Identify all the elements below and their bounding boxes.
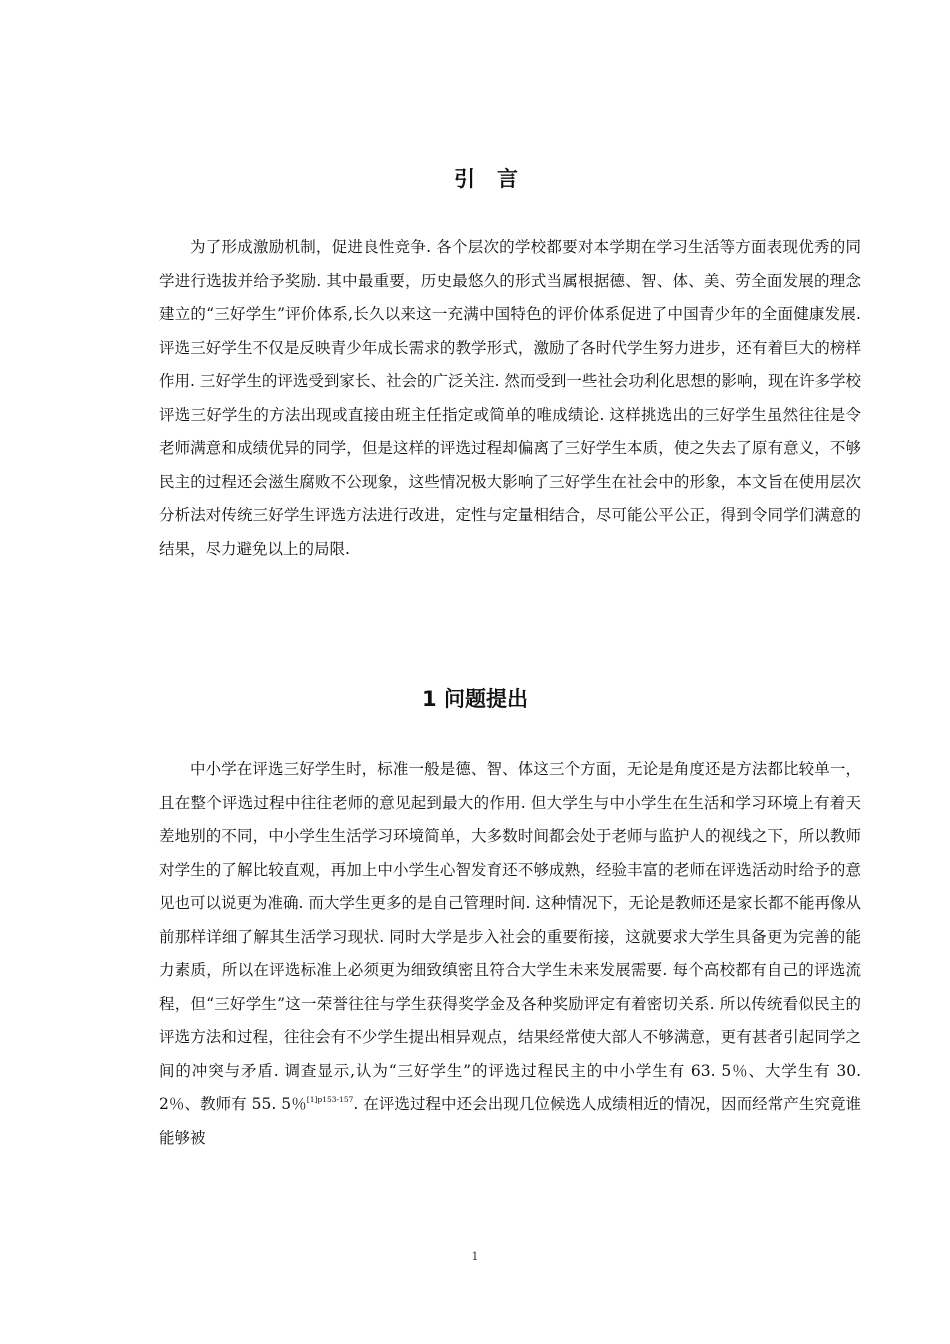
citation-reference: [1]p153-157: [306, 1095, 354, 1104]
intro-paragraph: 为了形成激励机制，促进良性竞争. 各个层次的学校都要对本学期在学习生活等方面表现优秀的同学进行选拔并给予奖励. 其中最重要，历史最悠久的形式当属根据德、智、体、美、劳全面发展的理念建立的“三好学生”评价体系,长久以来这一充满中国特色的评价体系促进了中国青少年的全面健康发展. 评选三好学生不仅是反映青少年成长需求的教学形式，激励了各时代学生努力进步，还有着巨大的榜样作用. 三好学生的评选受到家长、社会的广泛关注. 然而受到一些社会功利化思想的影响，现在许多学校评选三好学生的方法出现或直接由班主任指定或简单的唯成绩论. 这样挑选出的三好学生虽然往往是令老师满意和成绩优异的同学，但是这样的评选过程却偏离了三好学生本质，使之失去了原有意义，不够民主的过程还会滋生腐败不公现象，这些情况极大影响了三好学生在社会中的形象，本文旨在使用层次分析法对传统三好学生评选方法进行改进，定性与定量相结合，尽可能公平公正，得到令同学们满意的结果，尽力避免以上的局限.: [159, 238, 861, 558]
intro-heading: 引言: [454, 167, 540, 191]
section-1-text-before-citation: 中小学在评选三好学生时，标准一般是德、智、体这三个方面，无论是角度还是方法都比较单一，且在整个评选过程中往往老师的意见起到最大的作用. 但大学生与中小学生在生活和学习环境上有着天差地别的不同，中小学生生活学习环境简单，大多数时间都会处于老师与监护人的视线之下，所以教师对学生的了解比较直观，再加上中小学生心智发育还不够成熟，经验丰富的老师在评选活动时给予的意见也可以说更为准确. 而大学生更多的是自己管理时间. 这种情况下，无论是教师还是家长都不能再像从前那样详细了解其生活学习现状. 同时大学是步入社会的重要衔接，这就要求大学生具备更为完善的能力素质，所以在评选标准上必须更为细致缜密且符合大学生未来发展需要. 每个高校都有自己的评选流程，但“三好学生”这一荣誉往往与学生获得奖学金及各种奖励评定有着密切关系. 所以传统看似民主的评选方法和过程，往往会有不少学生提出相异观点，结果经常使大部人不够满意，更有甚者引起同学之间的冲突与矛盾. 调查显示,认为“三好学生”的评选过程民主的中小学生有 63. 5％、大学生有 30. 2％、教师有 55. 5％: [159, 760, 861, 1113]
section-1-paragraph: [159, 753, 861, 1155]
section-1-text-after-citation: . 在评选过程中还会出现几位候选人成绩相近的情况，因而经常产生究竟谁能够被: [159, 1095, 861, 1147]
section-1-heading: 1 问题提出: [422, 687, 528, 711]
page-number: 1: [471, 1250, 479, 1263]
